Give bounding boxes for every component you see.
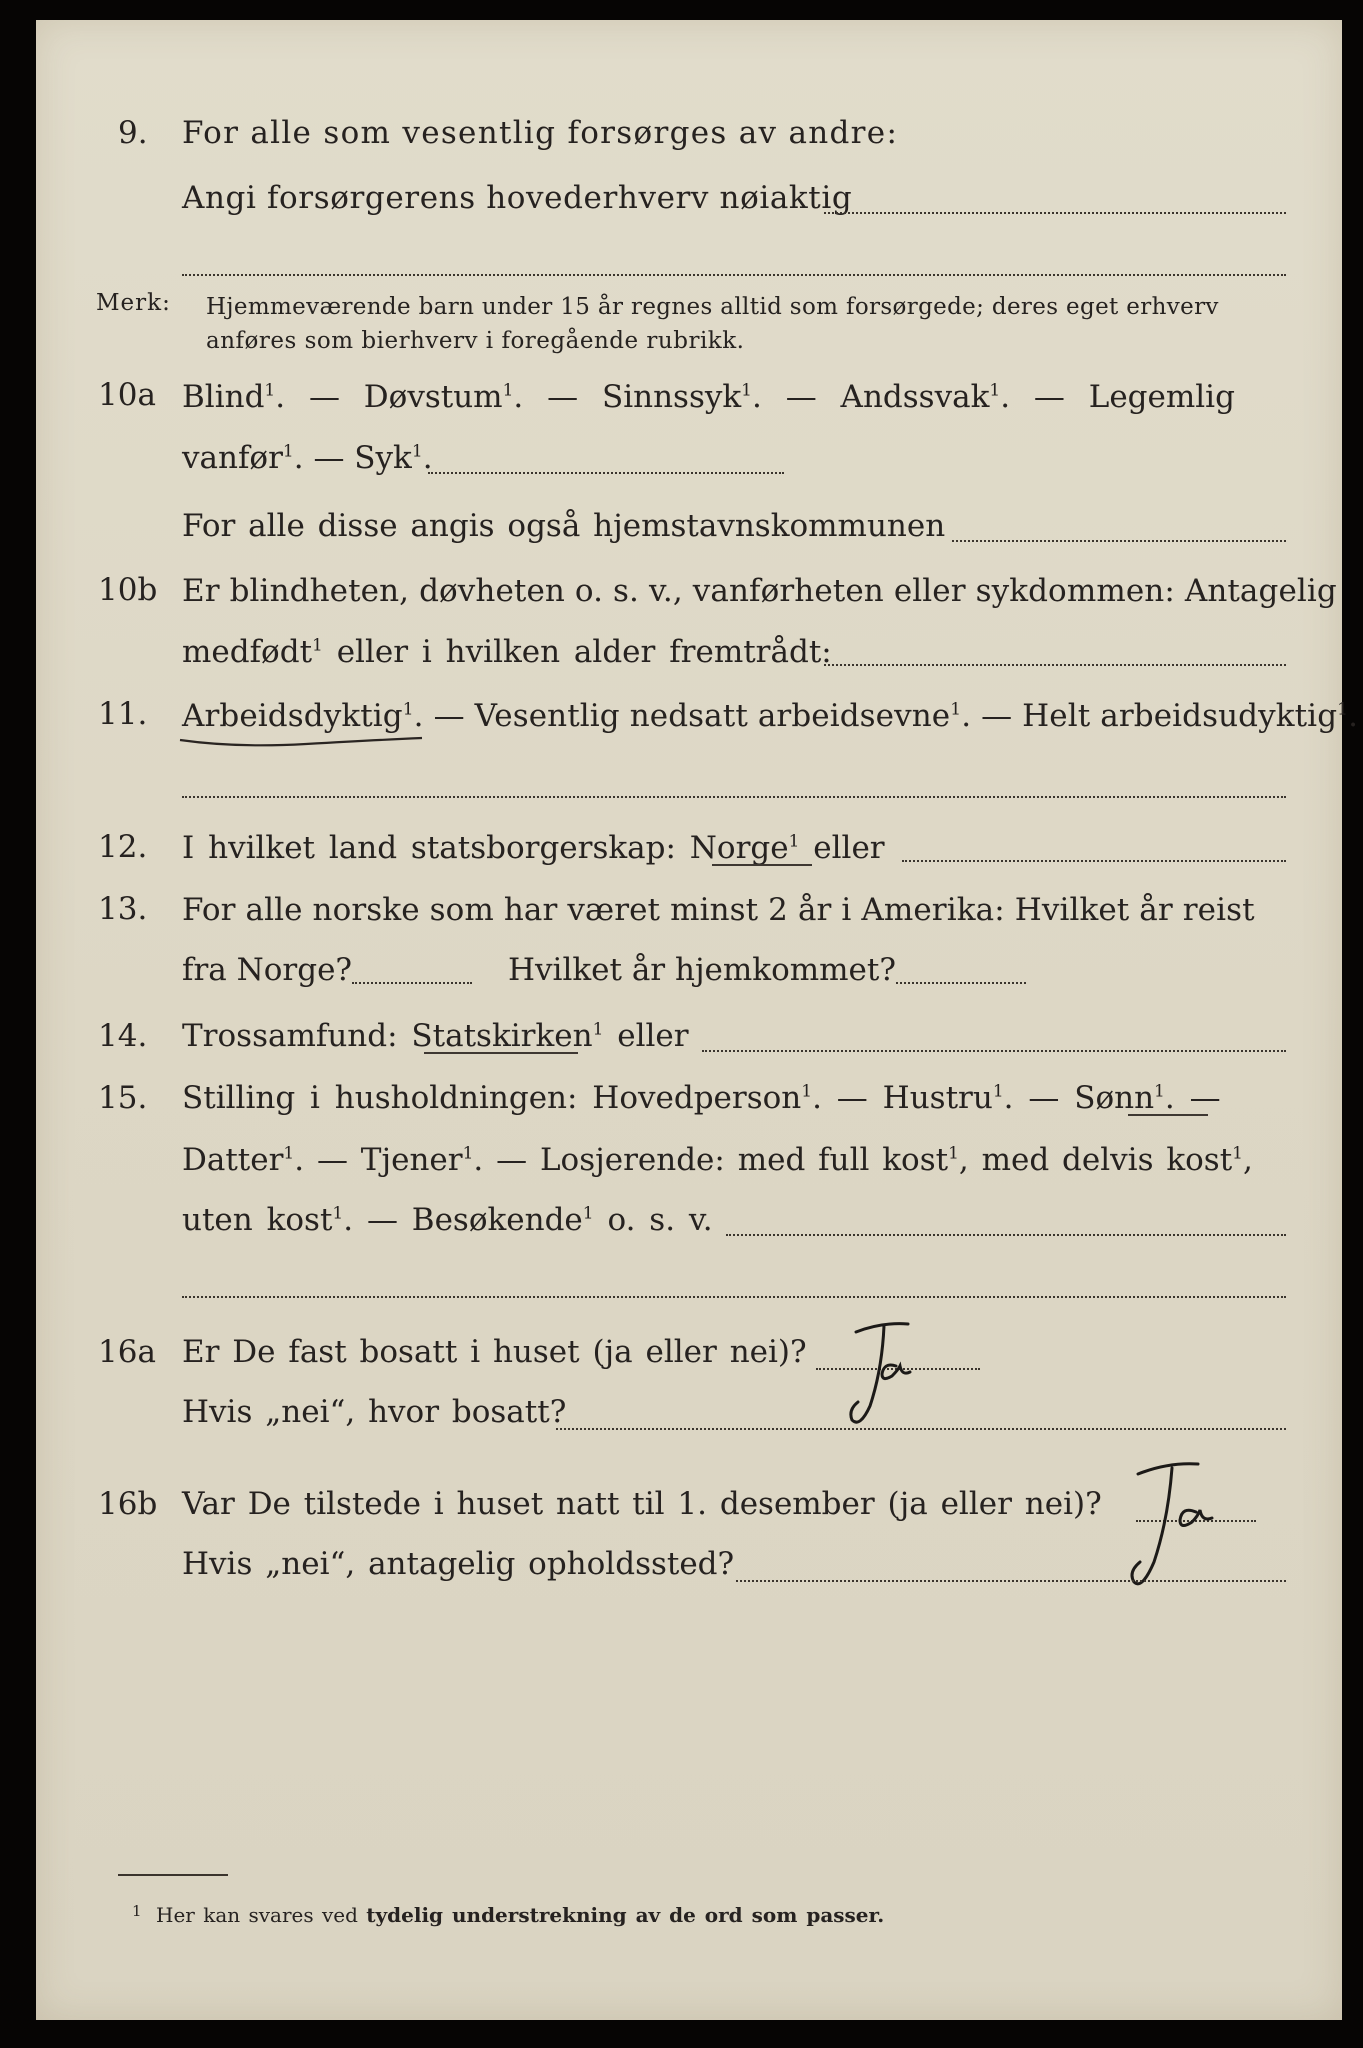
q14-answer-line [702,1050,1286,1052]
census-form-page [36,20,1359,2020]
q13-year-returned-line [896,982,1026,984]
q10b-answer-line [824,664,1286,666]
norge-underlined-option: Norge [689,830,789,866]
q13-year-left-line [352,982,472,984]
statskirken-underlined-option: Statskirken [411,1018,593,1054]
q10a-hometown-line [952,540,1286,542]
q16b-line2: Hvis „nei“, antagelig opholdssted? [182,1546,735,1582]
q15-line3: uten kost$^1$. — Besøkende$^1$ o. s. v. [182,1202,713,1238]
q15-answer-line-2 [182,1296,1286,1298]
q16a-line1: Er De fast bosatt i huset (ja eller nei)? [182,1334,807,1370]
q9-line2: Angi forsørgerens hovederhverv nøiaktig [182,180,853,216]
q16b-location-line [736,1580,1286,1582]
footnote-rule [118,1874,228,1876]
arbeidsdyktig-underline-mark [176,728,426,750]
sonn-underline-mark [1128,1114,1208,1116]
q16a-handwritten-answer [812,1310,952,1440]
q13-line2b: Hvilket år hjemkommet? [508,952,896,988]
question-number-13: 13. [98,891,148,927]
q10a-line3: For alle disse angis også hjemstavnskommunen [182,508,946,544]
q11-line1: Arbeidsdyktig$^1$. — Vesentlig nedsatt arbeidsevne$^1$. — Helt arbeidsudyktig$^1$. [182,698,1359,734]
question-number-14: 14. [98,1018,148,1054]
q12-line1: I hvilket land statsborgerskap: Norge$^1$ eller [182,830,885,866]
q10a-answer-line [428,472,784,474]
q16b-handwritten-answer [1084,1450,1264,1600]
q9-answer-line-2 [182,274,1286,276]
footnote-mark: 1 [132,1902,142,1920]
q16a-residence-line [556,1428,1286,1430]
q12-answer-line [902,860,1286,862]
q16a-line2: Hvis „nei“, hvor bosatt? [182,1394,567,1430]
statskirken-underline-mark [424,1052,578,1054]
q14-line1: Trossamfund: Statskirken$^1$ eller [182,1018,689,1054]
q10b-line2: medfødt$^1$ eller i hvilken alder fremtrådt: [182,634,832,670]
question-number-15: 15. [98,1080,148,1116]
question-number-16b: 16b [98,1486,158,1522]
q16b-line1: Var De tilstede i huset natt til 1. desember (ja eller nei)? [182,1486,1102,1522]
question-number-11: 11. [98,696,148,732]
q15-line1: Stilling i husholdningen: Hovedperson$^1$. — Hustru$^1$. — Sønn$^1$. — [182,1080,1221,1116]
q10a-line2: vanfør$^1$. — Syk$^1$. [182,440,433,476]
q13-line1: For alle norske som har været minst 2 år i Amerika: Hvilket år reist [182,892,1255,928]
norge-underline-mark [712,864,812,866]
question-number-9: 9. [118,115,148,151]
q10a-line1: Blind$^1$. — Døvstum$^1$. — Sinnssyk$^1$. — Andssvak$^1$. — Legemlig [182,379,1235,415]
q11-answer-line [182,796,1286,798]
q9-answer-line [824,212,1286,214]
question-number-16a: 16a [98,1334,156,1370]
sonn-underlined-option: Sønn [1074,1080,1155,1116]
merk-line1: Hjemmeværende barn under 15 år regnes alltid som forsørgede; deres eget erhverv [206,294,1219,320]
q9-line1: For alle som vesentlig forsørges av andre: [182,115,899,151]
merk-line2: anføres som bierhverv i foregående rubrikk. [206,328,745,354]
q15-line2: Datter$^1$. — Tjener$^1$. — Losjerende: med full kost$^1$, med delvis kost$^1$, [182,1142,1253,1178]
question-number-12: 12. [98,829,148,865]
footnote-text: Her kan svares ved tydelig understrekning av de ord som passer. [156,1903,885,1927]
question-number-10a: 10a [98,377,156,413]
q10b-line1: Er blindheten, døvheten o. s. v., vanførheten eller sykdommen: Antagelig [182,573,1337,609]
merk-label: Merk: [96,290,171,316]
question-number-10b: 10b [98,572,158,608]
q13-line2a: fra Norge? [182,952,353,988]
q15-answer-line [726,1234,1286,1236]
